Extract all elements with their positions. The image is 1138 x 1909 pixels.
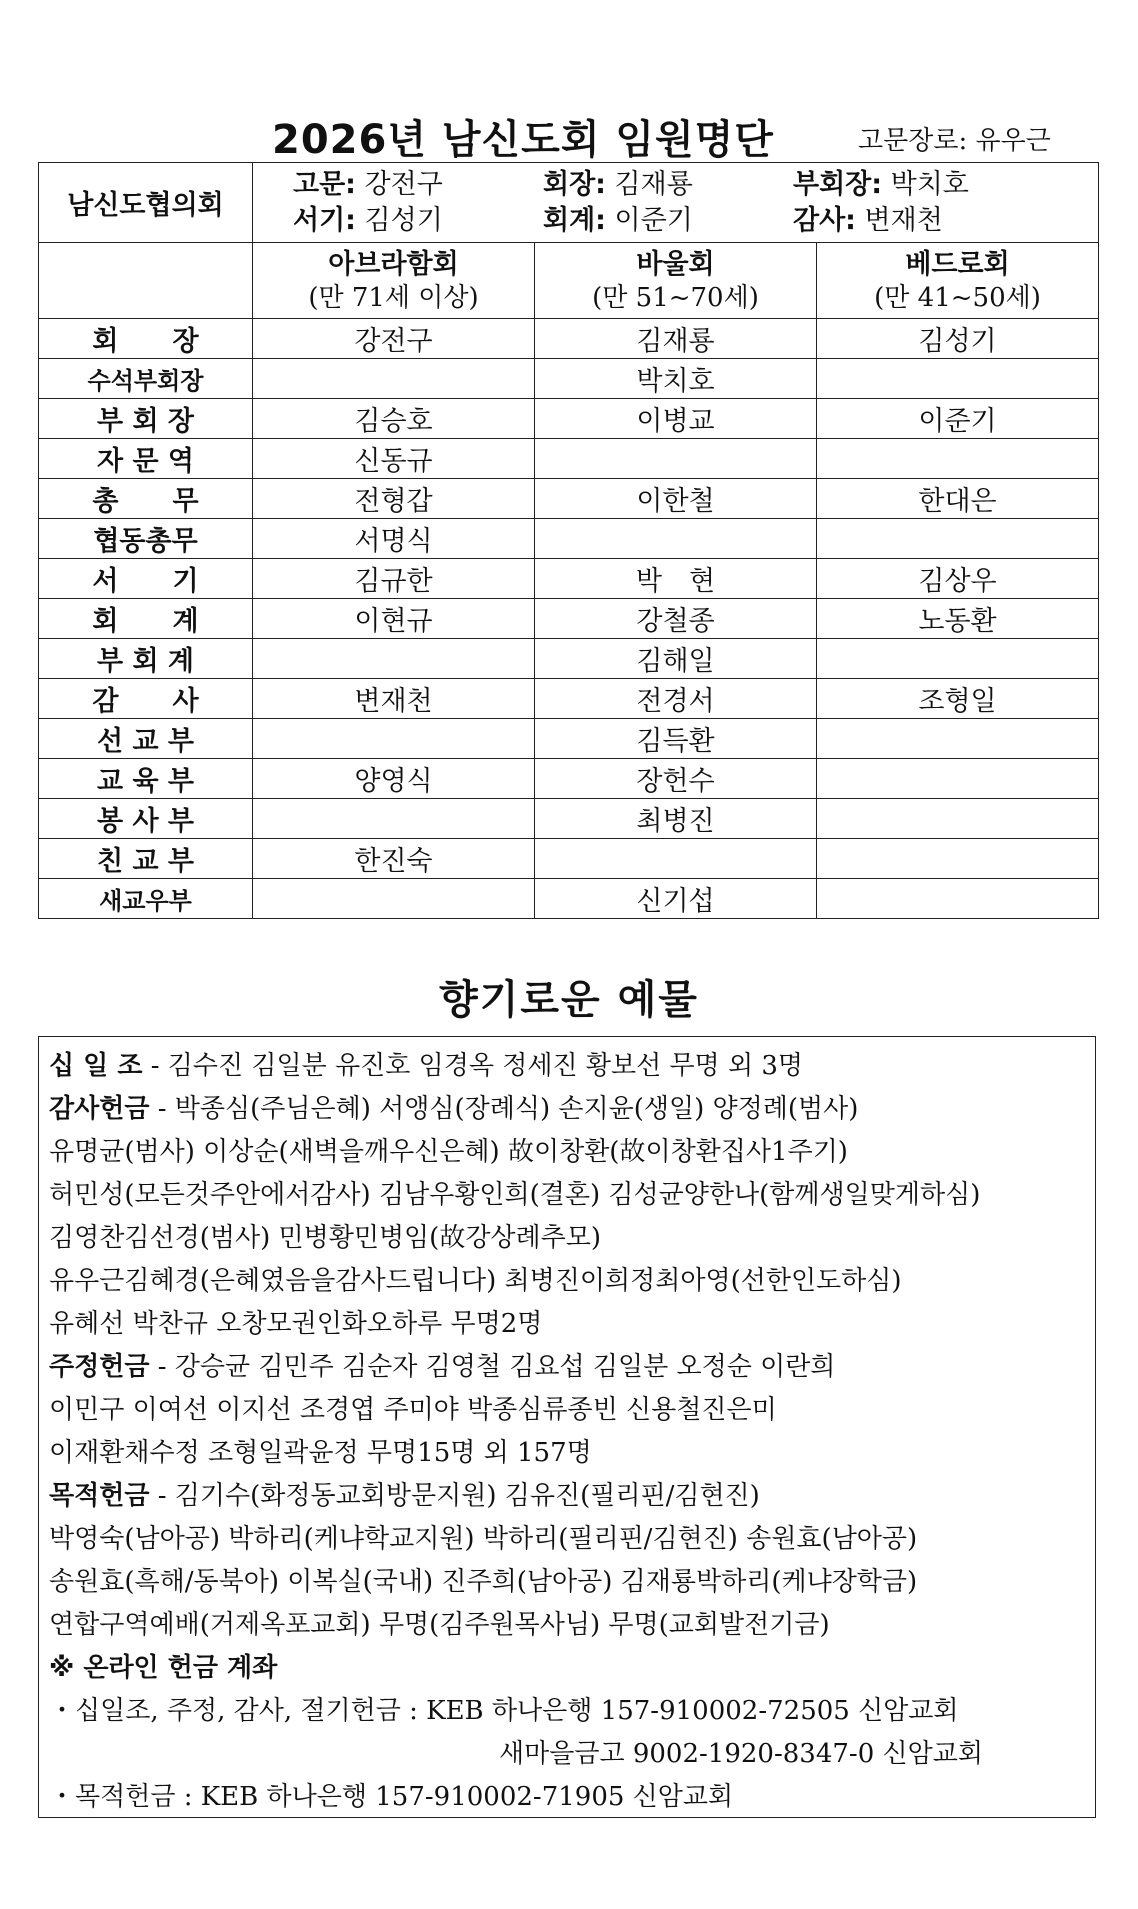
abraham-member bbox=[253, 879, 535, 919]
abraham-member: 전형갑 bbox=[253, 479, 535, 519]
purpose-line: 박영숙(남아공) 박하리(케냐학교지원) 박하리(필리핀/김현진) 송원효(남아공) bbox=[49, 1524, 918, 1554]
paul-member: 이한철 bbox=[535, 479, 817, 519]
roster-body bbox=[39, 319, 1099, 919]
abraham-member: 양영식 bbox=[253, 759, 535, 799]
peter-member bbox=[817, 719, 1099, 759]
peter-member bbox=[817, 839, 1099, 879]
roster-row bbox=[39, 479, 1099, 519]
role-label: 선 교 부 bbox=[39, 719, 253, 759]
role-label: 부 회 계 bbox=[39, 639, 253, 679]
purpose-line: 송원효(흑해/동북아) 이복실(국내) 진주희(남아공) 김재룡박하리(케냐장학금) bbox=[49, 1567, 918, 1597]
thanks-line bbox=[49, 1088, 1085, 1131]
thanks-text: - 박종심(주님은혜) 서앵심(장례식) 손지윤(생일) 양정례(범사) bbox=[149, 1094, 859, 1124]
abraham-member bbox=[253, 639, 535, 679]
group-age: (만 51~70세) bbox=[592, 282, 759, 313]
group-name: 베드로회 bbox=[905, 248, 1010, 280]
council-key: 감사: bbox=[793, 204, 856, 236]
paul-member: 전경서 bbox=[535, 679, 817, 719]
weekly-text: - 강승균 김민주 김순자 김영철 김요섭 김일분 오정순 이란희 bbox=[149, 1352, 836, 1382]
paul-member: 이병교 bbox=[535, 399, 817, 439]
roster-row bbox=[39, 599, 1099, 639]
council-value: 김재룡 bbox=[605, 168, 693, 200]
roster-row bbox=[39, 559, 1099, 599]
online-account-title: ※ 온라인 헌금 계좌 bbox=[49, 1653, 278, 1683]
role-label: 새교우부 bbox=[39, 879, 253, 919]
role-label: 감 사 bbox=[39, 679, 253, 719]
council-value: 변재천 bbox=[855, 204, 943, 236]
tithe-label: 십 일 조 bbox=[49, 1051, 143, 1081]
thanks-line: 유명균(범사) 이상순(새벽을깨우신은혜) 故이창환(故이창환집사1주기) bbox=[49, 1137, 848, 1167]
council-key: 회장: bbox=[543, 168, 606, 200]
peter-member bbox=[817, 359, 1099, 399]
roster-row bbox=[39, 879, 1099, 919]
roster-row bbox=[39, 719, 1099, 759]
peter-member: 김상우 bbox=[817, 559, 1099, 599]
weekly-line bbox=[49, 1346, 1085, 1389]
roster-row bbox=[39, 799, 1099, 839]
offering-title: 향기로운 예물 bbox=[439, 977, 699, 1023]
thanks-label: 감사헌금 bbox=[49, 1094, 150, 1124]
paul-member: 박 현 bbox=[535, 559, 817, 599]
peter-member: 노동환 bbox=[817, 599, 1099, 639]
group-age: (만 41~50세) bbox=[874, 282, 1041, 313]
account-line: ・목적헌금 : KEB 하나은행 157-910002-71905 신암교회 bbox=[49, 1782, 734, 1812]
thanks-line: 김영찬김선경(범사) 민병황민병임(故강상례추모) bbox=[49, 1223, 602, 1253]
peter-member bbox=[817, 759, 1099, 799]
council-value: 이준기 bbox=[605, 204, 693, 236]
purpose-line: 연합구역예배(거제옥포교회) 무명(김주원목사님) 무명(교회발전기금) bbox=[49, 1610, 830, 1640]
role-label: 협동총무 bbox=[39, 519, 253, 559]
peter-member bbox=[817, 519, 1099, 559]
council-officers bbox=[253, 163, 1099, 243]
purpose-line bbox=[49, 1475, 1085, 1518]
empty-cell bbox=[39, 243, 253, 319]
peter-member: 한대은 bbox=[817, 479, 1099, 519]
roster-row bbox=[39, 399, 1099, 439]
paul-member: 김해일 bbox=[535, 639, 817, 679]
thanks-line: 허민성(모든것주안에서감사) 김남우황인희(결혼) 김성균양한나(함께생일맞게하심) bbox=[49, 1180, 981, 1210]
role-label: 교 육 부 bbox=[39, 759, 253, 799]
group-header-row bbox=[39, 243, 1099, 319]
abraham-member: 이현규 bbox=[253, 599, 535, 639]
paul-member: 강철종 bbox=[535, 599, 817, 639]
abraham-member: 김승호 bbox=[253, 399, 535, 439]
group-name: 아브라함회 bbox=[328, 248, 459, 280]
council-value: 김성기 bbox=[355, 204, 443, 236]
council-label: 남신도협의회 bbox=[39, 163, 253, 243]
abraham-member: 서명식 bbox=[253, 519, 535, 559]
peter-member: 이준기 bbox=[817, 399, 1099, 439]
weekly-line: 이민구 이여선 이지선 조경엽 주미야 박종심류종빈 신용철진은미 bbox=[49, 1395, 777, 1425]
role-label: 서 기 bbox=[39, 559, 253, 599]
title-row bbox=[0, 104, 1138, 164]
paul-member: 김득환 bbox=[535, 719, 817, 759]
role-label: 수석부회장 bbox=[39, 359, 253, 399]
page-title: 2026년 남신도회 임원명단 bbox=[272, 117, 774, 163]
abraham-member: 강전구 bbox=[253, 319, 535, 359]
tithe-text: - 김수진 김일분 유진호 임경옥 정세진 황보선 무명 외 3명 bbox=[142, 1051, 803, 1081]
account-line: ・십일조, 주정, 감사, 절기헌금 : KEB 하나은행 157-910002-72505 신암교회 bbox=[49, 1696, 959, 1726]
group-age: (만 71세 이상) bbox=[308, 282, 479, 313]
paul-member: 김재룡 bbox=[535, 319, 817, 359]
peter-member bbox=[817, 799, 1099, 839]
paul-member: 박치호 bbox=[535, 359, 817, 399]
thanks-line: 유혜선 박찬규 오창모권인화오하루 무명2명 bbox=[49, 1309, 543, 1339]
abraham-member: 한진숙 bbox=[253, 839, 535, 879]
abraham-member bbox=[253, 719, 535, 759]
weekly-line: 이재환채수정 조형일곽윤정 무명15명 외 157명 bbox=[49, 1438, 592, 1468]
roster-row bbox=[39, 839, 1099, 879]
council-value: 박치호 bbox=[882, 168, 969, 200]
weekly-label: 주정헌금 bbox=[49, 1352, 150, 1382]
abraham-member: 변재천 bbox=[253, 679, 535, 719]
council-key: 회계: bbox=[543, 204, 606, 236]
paul-member: 최병진 bbox=[535, 799, 817, 839]
role-label: 봉 사 부 bbox=[39, 799, 253, 839]
abraham-member bbox=[253, 359, 535, 399]
offering-box bbox=[38, 1036, 1096, 1818]
roster-row bbox=[39, 759, 1099, 799]
council-key: 서기: bbox=[293, 204, 356, 236]
tithe-line bbox=[49, 1045, 1085, 1088]
peter-member bbox=[817, 439, 1099, 479]
paul-member: 신기섭 bbox=[535, 879, 817, 919]
thanks-line: 유우근김혜경(은혜였음을감사드립니다) 최병진이희정최아영(선한인도하심) bbox=[49, 1266, 902, 1296]
roster-row bbox=[39, 519, 1099, 559]
peter-member: 조형일 bbox=[817, 679, 1099, 719]
purpose-label: 목적헌금 bbox=[49, 1481, 150, 1511]
paul-member: 장헌수 bbox=[535, 759, 817, 799]
abraham-member bbox=[253, 799, 535, 839]
paul-member bbox=[535, 519, 817, 559]
roster-row bbox=[39, 639, 1099, 679]
group-header bbox=[253, 243, 535, 319]
peter-member: 김성기 bbox=[817, 319, 1099, 359]
group-name: 바울회 bbox=[636, 248, 715, 280]
group-header bbox=[817, 243, 1099, 319]
peter-member bbox=[817, 639, 1099, 679]
paul-member bbox=[535, 439, 817, 479]
paul-member bbox=[535, 839, 817, 879]
abraham-member: 김규한 bbox=[253, 559, 535, 599]
peter-member bbox=[817, 879, 1099, 919]
advisor-elder: 고문장로: 유우근 bbox=[858, 126, 1051, 156]
account-line: 새마을금고 9002-1920-8347-0 신암교회 bbox=[499, 1739, 983, 1769]
council-row bbox=[39, 163, 1099, 243]
role-label: 자 문 역 bbox=[39, 439, 253, 479]
council-key: 부회장: bbox=[793, 168, 883, 200]
roster-row bbox=[39, 319, 1099, 359]
roster-row bbox=[39, 359, 1099, 399]
role-label: 부 회 장 bbox=[39, 399, 253, 439]
group-header bbox=[535, 243, 817, 319]
role-label: 총 무 bbox=[39, 479, 253, 519]
role-label: 친 교 부 bbox=[39, 839, 253, 879]
purpose-text: - 김기수(화정동교회방문지원) 김유진(필리핀/김현진) bbox=[149, 1481, 760, 1511]
role-label: 회 계 bbox=[39, 599, 253, 639]
role-label: 회 장 bbox=[39, 319, 253, 359]
council-key: 고문: bbox=[293, 168, 356, 200]
officer-roster-table bbox=[38, 162, 1099, 919]
roster-row bbox=[39, 439, 1099, 479]
roster-row bbox=[39, 679, 1099, 719]
abraham-member: 신동규 bbox=[253, 439, 535, 479]
council-value: 강전구 bbox=[355, 168, 443, 200]
